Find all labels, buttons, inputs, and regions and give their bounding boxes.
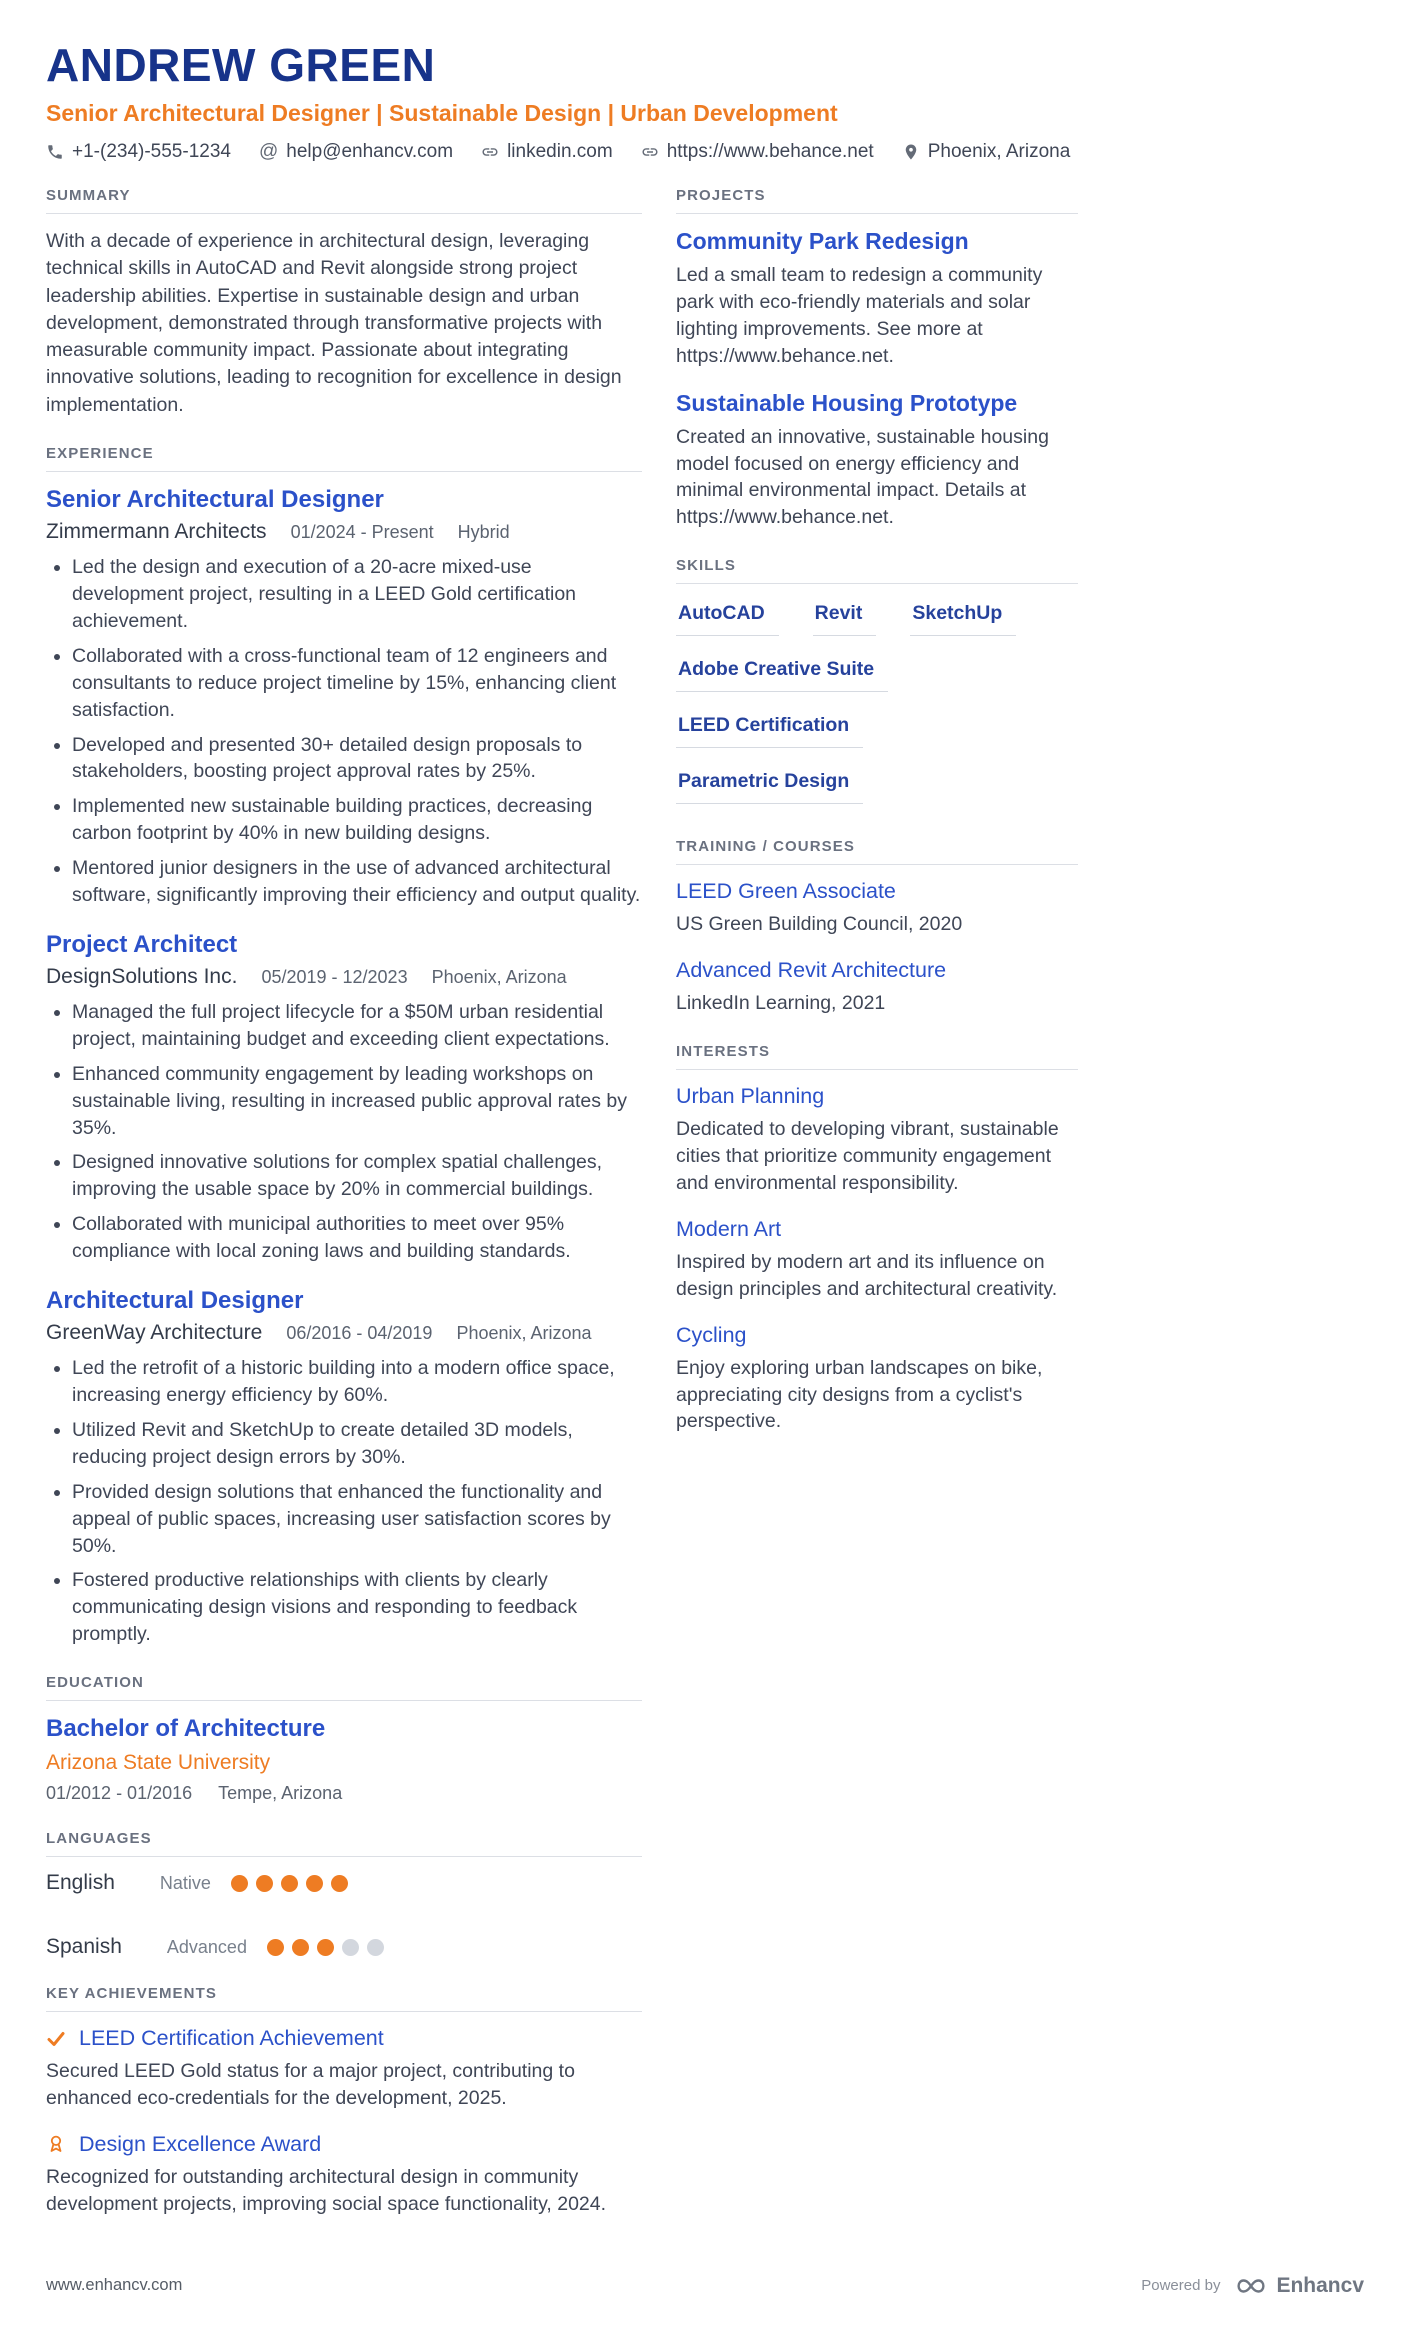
enhancv-logo[interactable] (1234, 2274, 1364, 2298)
proficiency-dot-filled (292, 1939, 309, 1956)
medal-icon (46, 2134, 66, 2154)
experience-section (46, 445, 642, 1648)
interest-item (676, 1217, 1078, 1303)
skill-item: SketchUp (910, 602, 1016, 636)
language-item (46, 1935, 384, 1959)
interest-title: Cycling (676, 1322, 747, 1347)
language-proficiency-dots (267, 1939, 384, 1956)
job-dates: 05/2019 - 12/2023 (261, 966, 408, 987)
bullet: • Led the design and execution of a 20-acre mixed-use development project, resulting in a LEED Gold certification achievement. (72, 554, 642, 635)
section-heading-skills: SKILLS (676, 557, 1078, 584)
job-meta (46, 965, 642, 989)
contact-row (46, 141, 1364, 163)
contact-location-text: Phoenix, Arizona (927, 141, 1071, 162)
job-title: Senior Architectural Designer (46, 486, 384, 514)
powered-by (1141, 2274, 1364, 2298)
key-achievements-section (46, 1985, 642, 2218)
enhancv-logo-icon (1234, 2276, 1268, 2296)
section-heading-training: TRAINING / COURSES (676, 838, 1078, 865)
section-heading-key-achievements: KEY ACHIEVEMENTS (46, 1985, 642, 2012)
contact-phone-text: +1-(234)-555-1234 (72, 141, 231, 162)
interest-title: Urban Planning (676, 1084, 825, 1109)
enhancv-brand-name: Enhancv (1276, 2273, 1364, 2297)
proficiency-dot-filled (256, 1875, 273, 1892)
training-item (676, 958, 1078, 1017)
email-icon: @ (258, 141, 279, 162)
interest-text: Dedicated to developing vibrant, sustainable cities that prioritize community engagement and environmental responsibility. (676, 1118, 1059, 1194)
languages-section (46, 1830, 642, 1959)
contact-location (902, 141, 1071, 163)
achievement-item (46, 2026, 642, 2112)
project-item (676, 390, 1078, 532)
job-dates: 06/2016 - 04/2019 (286, 1323, 433, 1344)
language-name: English (46, 1871, 115, 1895)
proficiency-dot-filled (231, 1875, 248, 1892)
bullet: • Designed innovative solutions for complex spatial challenges, improving the usable space by 20% in commercial buildings. (72, 1149, 642, 1203)
languages-row (46, 1871, 642, 1959)
education-section (46, 1674, 642, 1804)
achievement-head (46, 2132, 642, 2157)
bullet: • Mentored junior designers in the use of advanced architectural software, significantly improving their efficiency and output quality. (72, 855, 642, 909)
resume-body (46, 187, 1364, 2244)
degree-title: Bachelor of Architecture (46, 1715, 326, 1743)
company-name: GreenWay Architecture (46, 1321, 263, 1345)
job-meta (46, 520, 642, 544)
achievement-text: Recognized for outstanding architectural design in community development projects, improving social space functionality, 2024. (46, 2165, 607, 2215)
course-title: Advanced Revit Architecture (676, 958, 947, 983)
job-meta (46, 1321, 642, 1345)
proficiency-dot-filled (317, 1939, 334, 1956)
projects-section (676, 187, 1078, 531)
language-level: Advanced (166, 1936, 247, 1957)
interest-title: Modern Art (676, 1216, 782, 1241)
project-title: Community Park Redesign (676, 228, 969, 254)
left-column (46, 187, 642, 2244)
contact-email[interactable] (259, 141, 453, 163)
skill-item: Parametric Design (676, 770, 863, 804)
bullet: • Led the retrofit of a historic building into a modern office space, increasing energy efficiency by 60%. (72, 1355, 642, 1409)
training-item (676, 879, 1078, 938)
bullet: • Enhanced community engagement by leading workshops on sustainable living, resulting in increased public approval rates by 35%. (72, 1061, 642, 1142)
interest-text: Inspired by modern art and its influence on design principles and architectural creativity. (676, 1250, 1058, 1300)
skills-section (676, 557, 1078, 804)
job-bullets (46, 1355, 642, 1648)
education-location: Tempe, Arizona (218, 1783, 343, 1804)
link-icon (641, 143, 659, 161)
skill-item: LEED Certification (676, 714, 863, 748)
proficiency-dot-filled (281, 1875, 298, 1892)
contact-linkedin[interactable] (481, 141, 613, 163)
summary-section (46, 187, 642, 419)
skill-item: Adobe Creative Suite (676, 658, 888, 692)
bullet: • Managed the full project lifecycle for a $50M urban residential project, maintaining budget and exceeding client expectations. (72, 999, 642, 1053)
job-title: Architectural Designer (46, 1287, 304, 1315)
contact-phone[interactable] (46, 141, 231, 163)
job-bullets (46, 999, 642, 1265)
project-title: Sustainable Housing Prototype (676, 389, 1018, 416)
bullet: • Collaborated with a cross-functional team of 12 engineers and consultants to reduce project timeline by 15%, enhancing client satisfaction. (72, 643, 642, 724)
powered-by-label: Powered by (1141, 2277, 1221, 2295)
interest-item (676, 1323, 1078, 1436)
contact-behance-text: https://www.behance.net (666, 141, 874, 162)
achievement-head (46, 2026, 642, 2051)
contact-behance[interactable] (641, 141, 874, 163)
job-bullets (46, 554, 642, 909)
language-name: Spanish (46, 1935, 122, 1959)
interest-text: Enjoy exploring urban landscapes on bike, appreciating city designs from a cyclist's perspective. (676, 1356, 1043, 1433)
proficiency-dot-empty (367, 1939, 384, 1956)
right-column (676, 187, 1078, 2244)
page-footer (46, 2244, 1364, 2298)
proficiency-dot-filled (331, 1875, 348, 1892)
candidate-name: ANDREW GREEN (46, 39, 436, 91)
school-name: Arizona State University (46, 1751, 271, 1775)
skills-list (676, 598, 1078, 804)
proficiency-dot-empty (342, 1939, 359, 1956)
phone-icon (46, 143, 64, 161)
achievement-title: Design Excellence Award (79, 2131, 322, 2156)
education-meta (46, 1783, 642, 1804)
job-dates: 01/2024 - Present (290, 522, 434, 543)
candidate-headline: Senior Architectural Designer | Sustainable Design | Urban Development (46, 100, 838, 126)
bullet: • Utilized Revit and SketchUp to create detailed 3D models, reducing project design errors by 30%. (72, 1417, 642, 1471)
summary-text: With a decade of experience in architectural design, leveraging technical skills in AutoCAD and Revit alongside strong project leadership abilities. Expertise in sustainable design and urban development, demonstrated through transformative projects with measurable community impact. Passionate about integrating innovative solutions, leading to recognition for excellence in design implementation. (46, 230, 622, 416)
job-location: Hybrid (457, 522, 510, 543)
proficiency-dot-filled (267, 1939, 284, 1956)
project-item (676, 228, 1078, 370)
job-title: Project Architect (46, 930, 238, 958)
course-provider: LinkedIn Learning, 2021 (676, 992, 886, 1015)
skill-item: Revit (813, 602, 877, 636)
achievement-title: LEED Certification Achievement (79, 2026, 384, 2051)
language-item (46, 1871, 348, 1895)
company-name: DesignSolutions Inc. (46, 964, 238, 988)
check-icon (46, 2029, 66, 2049)
section-heading-languages: LANGUAGES (46, 1830, 642, 1857)
experience-entry (46, 931, 642, 1265)
link-icon (481, 143, 499, 161)
experience-entry (46, 486, 642, 909)
language-proficiency-dots (231, 1875, 348, 1892)
language-level: Native (159, 1872, 211, 1893)
contact-email-text: help@enhancv.com (286, 141, 454, 162)
achievement-item (46, 2132, 642, 2218)
company-name: Zimmermann Architects (46, 520, 267, 544)
project-text: Created an innovative, sustainable housing model focused on energy efficiency and minimal environmental impact. Details at https://www.behance.net. (676, 425, 1049, 529)
section-heading-interests: INTERESTS (676, 1043, 1078, 1070)
skill-item: AutoCAD (676, 602, 779, 636)
location-icon (902, 143, 920, 161)
bullet: • Implemented new sustainable building practices, decreasing carbon footprint by 40% in new building designs. (72, 793, 642, 847)
section-heading-education: EDUCATION (46, 1674, 642, 1701)
bullet: • Collaborated with municipal authorities to meet over 95% compliance with local zoning laws and building standards. (72, 1211, 642, 1265)
footer-site-link[interactable]: www.enhancv.com (46, 2276, 183, 2295)
bullet: • Provided design solutions that enhanced the functionality and appeal of public spaces, increasing user satisfaction scores by 50%. (72, 1479, 642, 1560)
project-text: Led a small team to redesign a community park with eco-friendly materials and solar lighting improvements. See more at https://www.behance.net. (676, 264, 1043, 367)
job-location: Phoenix, Arizona (456, 1323, 592, 1344)
course-provider: US Green Building Council, 2020 (676, 913, 963, 936)
contact-linkedin-text: linkedin.com (507, 141, 613, 162)
section-heading-experience: EXPERIENCE (46, 445, 642, 472)
course-title: LEED Green Associate (676, 879, 896, 904)
experience-entry (46, 1287, 642, 1648)
resume-header (46, 38, 1364, 163)
bullet: • Developed and presented 30+ detailed design proposals to stakeholders, boosting project approval rates by 25%. (72, 732, 642, 786)
interests-section (676, 1043, 1078, 1435)
training-section (676, 838, 1078, 1017)
achievement-text: Secured LEED Gold status for a major project, contributing to enhanced eco-credentials for the development, 2025. (46, 2060, 575, 2110)
section-heading-projects: PROJECTS (676, 187, 1078, 214)
section-heading-summary: SUMMARY (46, 187, 642, 214)
job-location: Phoenix, Arizona (431, 966, 567, 987)
proficiency-dot-filled (306, 1875, 323, 1892)
interest-item (676, 1084, 1078, 1197)
education-dates: 01/2012 - 01/2016 (46, 1783, 193, 1804)
bullet: • Fostered productive relationships with clients by clearly communicating design visions and responding to feedback promptly. (72, 1567, 642, 1648)
